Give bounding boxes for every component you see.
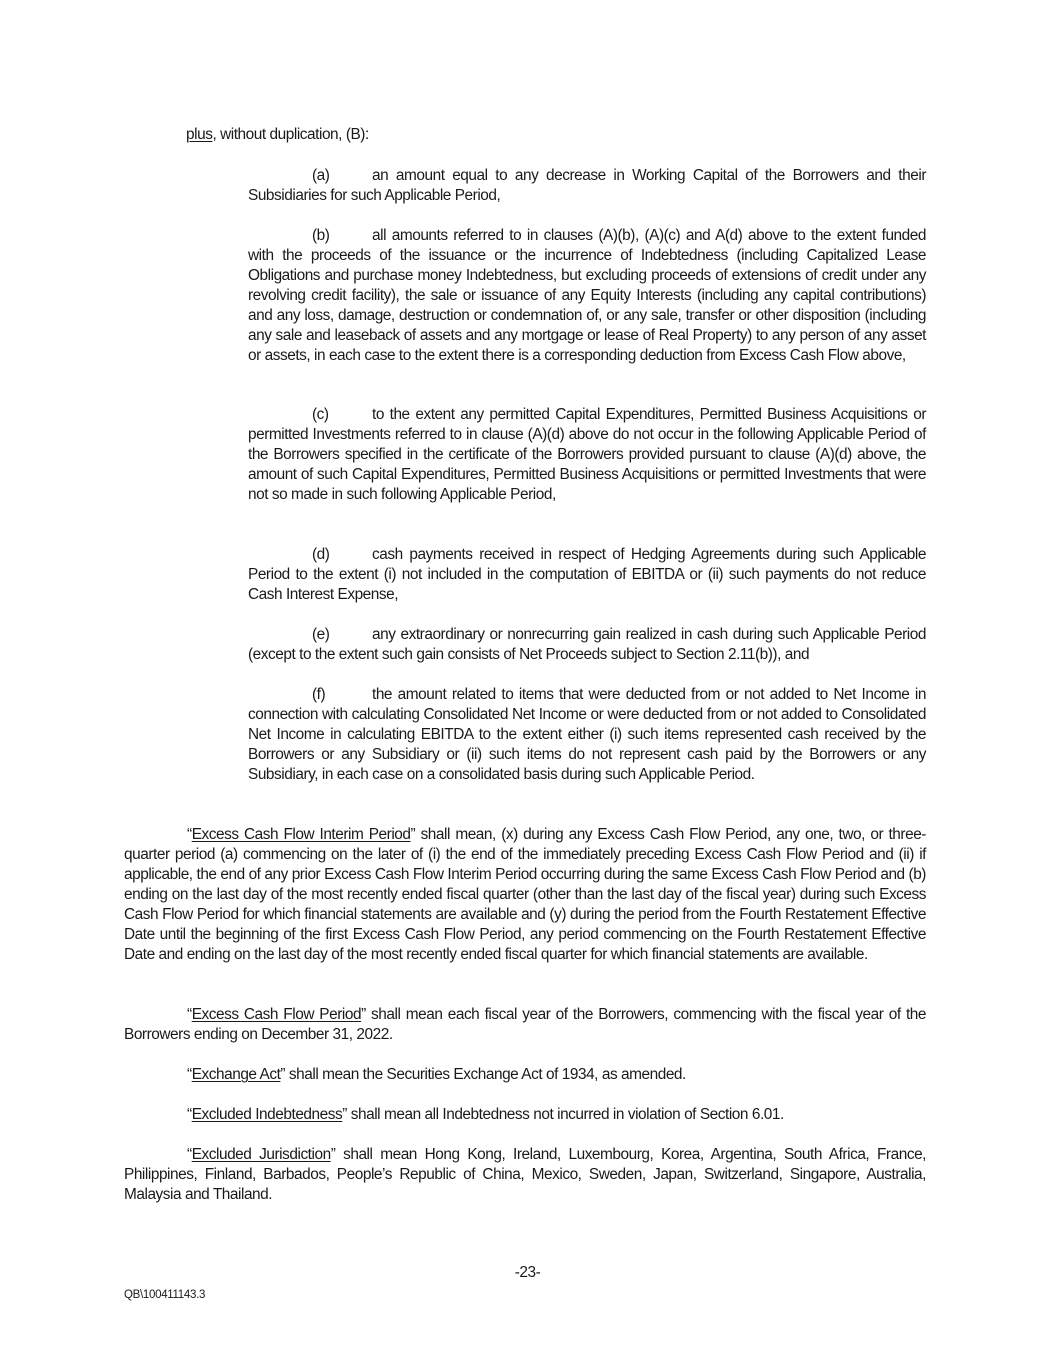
lead-text: , without duplication, (B): — [212, 126, 369, 143]
definition-text: ” shall mean all Indebtedness not incurred in violation of Section 6.01. — [342, 1106, 784, 1123]
open-quote: “ — [187, 826, 192, 843]
open-quote: “ — [187, 1146, 192, 1163]
definition-excluded-indebtedness — [124, 1105, 926, 1125]
defined-term: Excess Cash Flow Period — [191, 1006, 362, 1023]
clause-d — [248, 545, 926, 605]
definition-excluded-jurisdiction — [124, 1145, 926, 1205]
clause-text: the amount related to items that were deducted from or not added to Net Income in connection with calculating Consolidated Net Income or were deducted from or not added to Consolidated Net Income in calculating EBITDA to the extent either (i) such items represented cash received by the Borrowers or any Subsidiary or (ii) such items do not represent cash paid by the Borrowers or any Subsidiary, in each case on a consolidated basis during such Applicable Period. — [248, 686, 926, 783]
document-id: QB\100411143.3 — [124, 1289, 206, 1301]
clause-a — [248, 166, 926, 206]
clause-label: (b) — [312, 227, 330, 244]
page-number: -23- — [514, 1264, 541, 1281]
defined-term: Excess Cash Flow Interim Period — [191, 826, 411, 843]
open-quote: “ — [187, 1106, 192, 1123]
clause-text: any extraordinary or nonrecurring gain realized in cash during such Applicable Period (except to the extent such gain consists of Net Proceeds subject to Section 2.11(b)), and — [248, 626, 926, 663]
clause-label: (f) — [312, 686, 326, 703]
definition-text: ” shall mean Hong Kong, Ireland, Luxembourg, Korea, Argentina, South Africa, France, Philippines, Finland, Barbados, People’s Republic of China, Mexico, Sweden, Japan, Switzerland, Singapore, Australia, Malaysia and Thailand. — [124, 1146, 927, 1203]
clause-label: (d) — [312, 546, 330, 563]
definition-text: ” shall mean, (x) during any Excess Cash Flow Period, any one, two, or three-quarter period (a) commencing on the later of (i) the end of the immediately preceding Excess Cash Flow Period and (ii) if applicable, the end of any prior Excess Cash Flow Interim Period occurring during the same Excess Cash Flow Period and (b) ending on the last day of the most recently ended fiscal quarter (other than the last day of the fiscal year) during such Excess Cash Flow Period for which financial statements are available and (y) during the period from the Fourth Restatement Effective Date until the beginning of the first Excess Cash Flow Period, any period commencing on the Fourth Restatement Effective Date and ending on the last day of the most recently ended fiscal quarter for which financial statements are available. — [124, 826, 926, 963]
clause-text: to the extent any permitted Capital Expenditures, Permitted Business Acquisitions or permitted Investments referred to in clause (A)(d) above do not occur in the following Applicable Period of the Borrowers specified in the certificate of the Borrowers provided pursuant to clause (A)(d) above, the amount of such Capital Expenditures, Permitted Business Acquisitions or permitted Investments that were not so made in such following Applicable Period, — [248, 406, 926, 503]
defined-term: Excluded Indebtedness — [191, 1106, 343, 1123]
open-quote: “ — [187, 1066, 192, 1083]
clause-text: cash payments received in respect of Hedging Agreements during such Applicable Period to the extent (i) not included in the computation of EBITDA or (ii) such payments do not reduce Cash Interest Expense, — [248, 546, 926, 603]
defined-term: Exchange Act — [191, 1066, 281, 1083]
clause-text: an amount equal to any decrease in Working Capital of the Borrowers and their Subsidiaries for such Applicable Period, — [248, 167, 926, 204]
lead-paragraph — [186, 125, 926, 145]
clause-text: all amounts referred to in clauses (A)(b), (A)(c) and A(d) above to the extent funded with the proceeds of the issuance or the incurrence of Indebtedness (including Capitalized Lease Obligations and purchase money Indebtedness, but excluding proceeds of extensions of credit under any revolving credit facility), the sale or issuance of any Equity Interests (including any capital contributions) and any loss, damage, destruction or condemnation of, or any sale, transfer or other disposition (including any sale and leaseback of assets and any mortgage or lease of Real Property) to any person of any asset or assets, in each case to the extent there is a corresponding deduction from Excess Cash Flow above, — [248, 227, 926, 364]
clause-label: (c) — [312, 406, 329, 423]
open-quote: “ — [187, 1006, 192, 1023]
clause-c — [248, 405, 926, 505]
definition-text: ” shall mean each fiscal year of the Borrowers, commencing with the fiscal year of the Borrowers ending on December 31, 2022. — [124, 1006, 926, 1043]
definition-exchange-act — [124, 1065, 926, 1085]
clause-label: (a) — [312, 167, 330, 184]
definition-excess-cash-flow-interim-period — [124, 825, 926, 965]
clause-b — [248, 226, 926, 366]
clause-f — [248, 685, 926, 785]
defined-term: Excluded Jurisdiction — [191, 1146, 331, 1163]
definition-text: ” shall mean the Securities Exchange Act of 1934, as amended. — [280, 1066, 686, 1083]
clause-label: (e) — [312, 626, 330, 643]
lead-term: plus — [186, 126, 213, 143]
definition-excess-cash-flow-period — [124, 1005, 926, 1045]
clause-e — [248, 625, 926, 665]
